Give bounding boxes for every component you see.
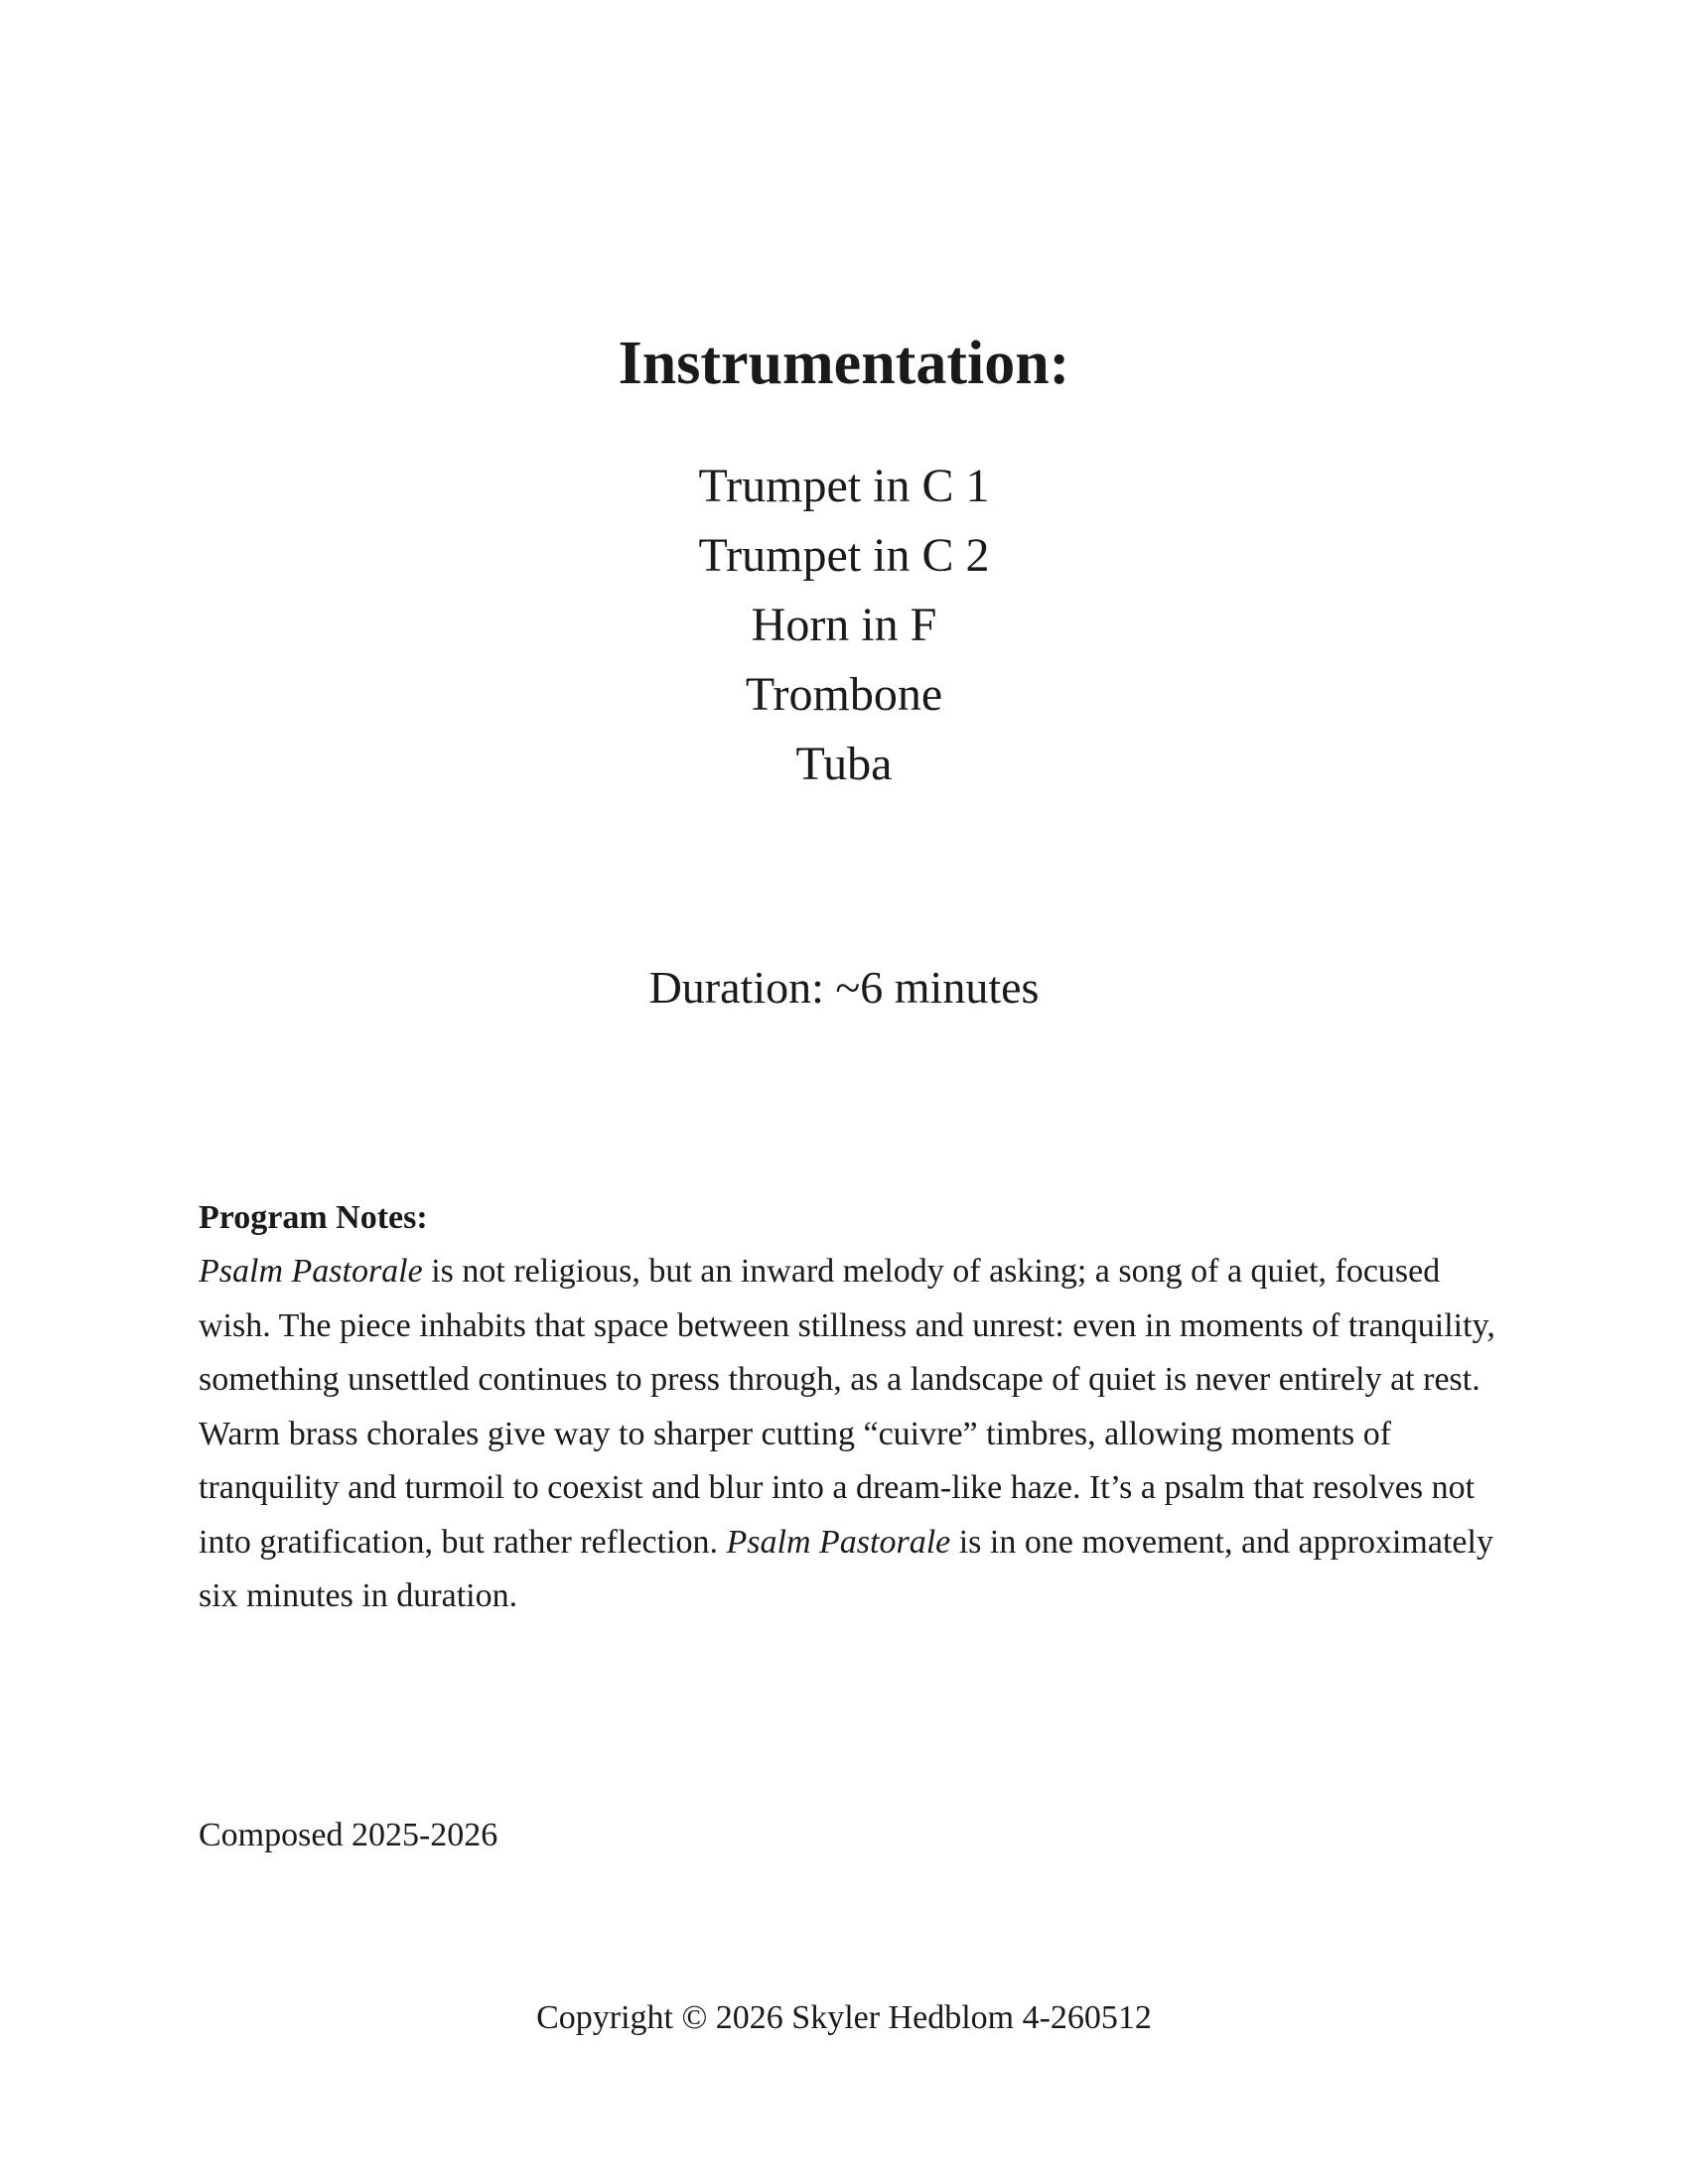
program-notes [199,1191,1499,1624]
program-notes-label: Program Notes: [199,1199,428,1236]
duration-text: Duration: ~6 minutes [648,962,1040,1013]
program-notes-body [199,1245,1499,1624]
instrument-item: Trumpet in C 2 [698,529,990,582]
instrument-item: Tuba [795,738,893,790]
program-notes-text: is in one movement, and approximately six minutes in duration. [199,1523,1493,1614]
composed-date: Composed 2025-2026 [199,1817,498,1853]
copyright-notice: Copyright © 2026 Skyler Hedblom 4-260512 [536,1999,1152,2036]
instrument-list [0,452,1688,799]
instrument-item: Trumpet in C 1 [698,460,990,512]
piece-title-italic: Psalm Pastorale [199,1253,423,1290]
instrumentation-heading: Instrumentation: [618,330,1070,397]
instrument-item: Trombone [745,668,943,721]
instrument-item: Horn in F [751,599,937,651]
program-notes-text: is not religious, but an inward melody of asking; a song of a quiet, focused wish. The piece inhabits that space between stillness and unrest: even in moments of tranquility, something unsettled continues to press through, as a landscape of quiet is never entirely at rest. Warm brass chorales give way to sharper cutting “cuivre” timbres, allowing moments of tranquility and turmoil to coexist and blur into a dream-like haze. It’s a psalm that resolves not into gratification, but rather reflection. [199,1253,1495,1561]
piece-title-italic: Psalm Pastorale [726,1523,951,1561]
